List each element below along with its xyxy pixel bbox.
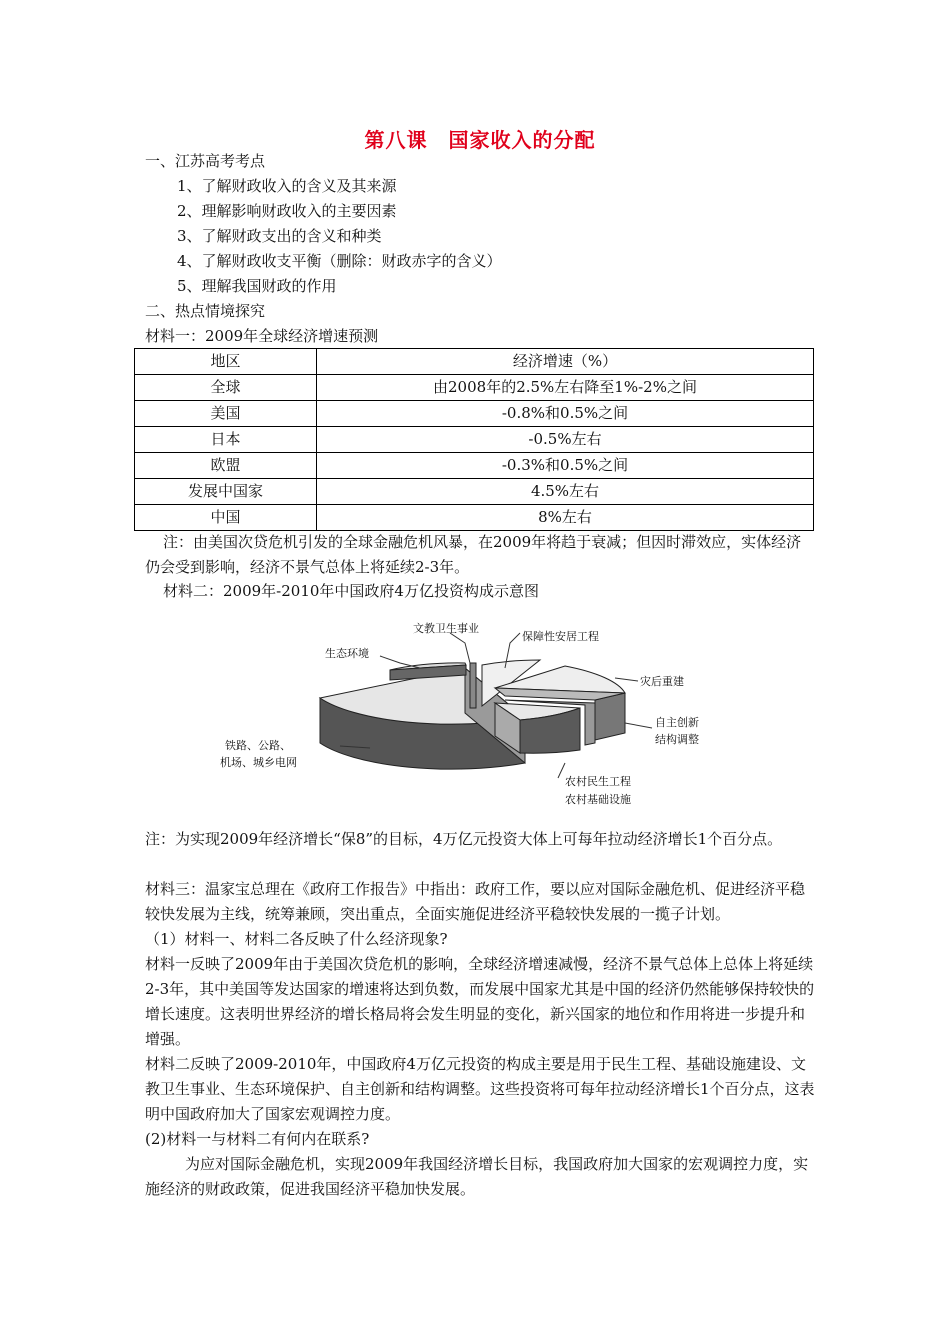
table-cell: 8%左右 — [317, 505, 814, 531]
note-2: 注：为实现2009年经济增长“保8”的目标，4万亿元投资大体上可每年拉动经济增长1个百分点。 — [145, 830, 783, 848]
list-item: 2、理解影响财政收入的主要因素 — [177, 202, 397, 220]
table-row — [135, 505, 814, 531]
table-cell: -0.3%和0.5%之间 — [317, 453, 814, 479]
label-rail-1: 铁路、公路、 — [225, 739, 291, 752]
section1-heading: 一、江苏高考考点 — [145, 152, 266, 170]
table-row — [135, 453, 814, 479]
material2-title: 材料二：2009年-2010年中国政府4万亿投资构成示意图 — [163, 582, 539, 600]
label-rail-2: 机场、城乡电网 — [220, 756, 297, 769]
table-cell: 美国 — [135, 401, 317, 427]
material-3: 材料三：温家宝总理在《政府工作报告》中指出：政府工作，要以应对国际金融危机、促进经济平稳较快发展为主线，统筹兼顾，突出重点，全面实施促进经济平稳较快发展的一揽子计划。 — [145, 880, 806, 923]
label-disaster: 灾后重建 — [640, 675, 684, 688]
table-cell: 全球 — [135, 375, 317, 401]
leader-line-disaster — [615, 678, 638, 681]
list-item: 4、了解财政收支平衡（删除：财政赤字的含义） — [177, 252, 502, 270]
note-1: 注：由美国次贷危机引发的全球金融危机风暴，在2009年将趋于衰减；但因时滞效应，实体经济仍会受到影响，经济不景气总体上将延续2-3年。 — [145, 533, 802, 576]
table-cell: 中国 — [135, 505, 317, 531]
table-cell: -0.5%左右 — [317, 427, 814, 453]
question-2: (2)材料一与材料二有何内在联系? — [145, 1130, 370, 1148]
label-ecology: 生态环境 — [325, 647, 369, 660]
table-cell: 4.5%左右 — [317, 479, 814, 505]
answer-1-paragraph-1: 材料一反映了2009年由于美国次贷危机的影响，全球经济增速减慢，经济不景气总体上总体上将延续2-3年，其中美国等发达国家的增速将达到负数，而发展中国家尤其是中国的经济仍然能够保持较快的增长速度。这表明世界经济的增长格局将会发生明显的变化，新兴国家的地位和作用将进一步提升和增强。 — [145, 955, 815, 1048]
table-row — [135, 401, 814, 427]
leader-line-rural — [558, 763, 565, 778]
growth-forecast-table — [134, 348, 814, 531]
label-rural-1: 农村民生工程 — [565, 775, 631, 788]
answer-2: 为应对国际金融危机，实现2009年我国经济增长目标，我国政府加大国家的宏观调控力度，实施经济的财政政策，促进我国经济平稳加快发展。 — [145, 1155, 809, 1198]
leader-line-ecology — [380, 656, 420, 668]
leader-line-innovation — [625, 723, 652, 728]
page-title: 第八课 国家收入的分配 — [364, 128, 596, 152]
section2-heading: 二、热点情境探究 — [145, 302, 266, 320]
table-cell: -0.8%和0.5%之间 — [317, 401, 814, 427]
list-item: 3、了解财政支出的含义和种类 — [177, 227, 382, 245]
question-1: （1）材料一、材料二各反映了什么经济现象? — [145, 930, 448, 948]
label-culture: 文教卫生事业 — [413, 622, 479, 635]
slice-culture — [470, 663, 476, 708]
table-header-row — [135, 349, 814, 375]
investment-pie-chart — [220, 608, 740, 813]
label-rural-2: 农村基础设施 — [565, 793, 631, 806]
slice-disaster-side — [595, 693, 625, 740]
table-row — [135, 427, 814, 453]
list-item: 5、理解我国财政的作用 — [177, 277, 337, 295]
table-cell: 欧盟 — [135, 453, 317, 479]
label-housing: 保障性安居工程 — [522, 630, 599, 643]
table-cell: 发展中国家 — [135, 479, 317, 505]
table-cell: 由2008年的2.5%左右降至1%-2%之间 — [317, 375, 814, 401]
material1-title: 材料一：2009年全球经济增速预测 — [145, 327, 379, 345]
label-innovation-1: 自主创新 — [655, 716, 699, 729]
table-header: 经济增速（%） — [317, 349, 814, 375]
leader-line-culture — [450, 633, 470, 663]
table-cell: 日本 — [135, 427, 317, 453]
table-header: 地区 — [135, 349, 317, 375]
list-item: 1、了解财政收入的含义及其来源 — [177, 177, 397, 195]
label-innovation-2: 结构调整 — [655, 733, 699, 746]
table-row — [135, 479, 814, 505]
answer-1-paragraph-2: 材料二反映了2009-2010年，中国政府4万亿元投资的构成主要是用于民生工程、基础设施建设、文教卫生事业、生态环境保护、自主创新和结构调整。这些投资将可每年拉动经济增长1个百分点，这表明中国政府加大了国家宏观调控力度。 — [145, 1055, 815, 1123]
pie-chart-svg — [220, 608, 740, 813]
table-row — [135, 375, 814, 401]
